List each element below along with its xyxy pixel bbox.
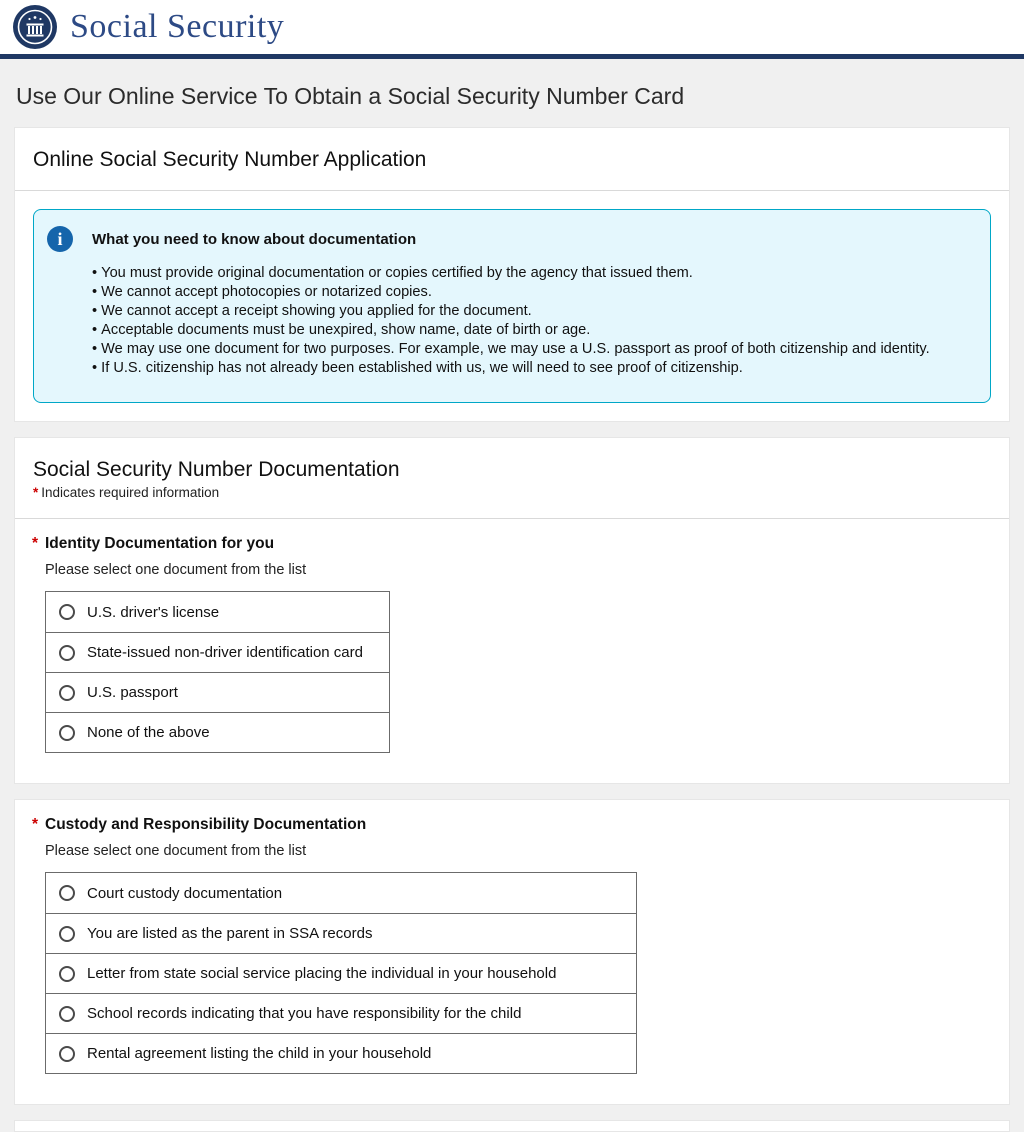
next-section-card (14, 1120, 1010, 1132)
radio-option-row[interactable] (46, 672, 389, 712)
radio-option-row[interactable] (46, 873, 636, 913)
app-header (0, 0, 1024, 59)
custody-option-list (45, 872, 637, 1074)
application-card-header (15, 128, 1009, 191)
radio-button[interactable] (59, 926, 75, 942)
info-bullet: • You must provide original documentation or copies certified by the agency that issued them. (92, 264, 972, 283)
radio-button[interactable] (59, 1046, 75, 1062)
required-note: * Indicates required information (33, 485, 220, 500)
radio-option-label: None of the above (87, 724, 210, 741)
info-icon: i (47, 226, 73, 252)
identity-question-label: * Identity Documentation for you (32, 535, 275, 552)
radio-option-row[interactable] (46, 1033, 636, 1073)
radio-button[interactable] (59, 604, 75, 620)
application-card (14, 127, 1010, 422)
info-bullet: • If U.S. citizenship has not already been established with us, we will need to see proof of citizenship. (92, 359, 972, 378)
documentation-title: Social Security Number Documentation (33, 458, 400, 481)
radio-option-label: You are listed as the parent in SSA records (87, 925, 373, 942)
radio-option-label: Rental agreement listing the child in your household (87, 1045, 432, 1062)
radio-option-label: U.S. passport (87, 684, 178, 701)
required-asterisk: * (32, 535, 39, 552)
radio-option-row[interactable] (46, 913, 636, 953)
info-bullet: • We may use one document for two purposes. For example, we may use a U.S. passport as proof of both citizenship and identity. (92, 340, 972, 359)
info-bullet: • We cannot accept photocopies or notarized copies. (92, 283, 972, 302)
radio-button[interactable] (59, 645, 75, 661)
brand-title: Social Security (70, 8, 285, 45)
radio-option-label: Letter from state social service placing the individual in your household (87, 965, 557, 982)
application-title: Online Social Security Number Application (33, 148, 427, 171)
radio-button[interactable] (59, 1006, 75, 1022)
required-asterisk: * (32, 816, 39, 833)
info-bullet: • Acceptable documents must be unexpired, show name, date of birth or age. (92, 321, 972, 340)
main-content (0, 83, 1024, 1132)
custody-documentation-section (15, 800, 1009, 1104)
radio-option-label: State-issued non-driver identification card (87, 644, 363, 661)
custody-instruction: Please select one document from the list (45, 843, 307, 859)
custody-question-label: * Custody and Responsibility Documentation (32, 816, 367, 833)
radio-button[interactable] (59, 885, 75, 901)
info-bullet-list (92, 264, 972, 378)
custody-documentation-card (14, 799, 1010, 1105)
documentation-card-header (15, 438, 1009, 519)
info-box-title: What you need to know about documentation (92, 231, 417, 248)
identity-option-list (45, 591, 390, 753)
identity-documentation-section (15, 519, 1009, 783)
radio-option-label: U.S. driver's license (87, 603, 220, 621)
identity-instruction: Please select one document from the list (45, 562, 307, 578)
page-title: Use Our Online Service To Obtain a Social Security Number Card (16, 83, 685, 109)
radio-option-row[interactable] (46, 712, 389, 752)
radio-option-label: School records indicating that you have responsibility for the child (87, 1005, 522, 1022)
info-bullet: • We cannot accept a receipt showing you applied for the document. (92, 302, 972, 321)
radio-button[interactable] (59, 685, 75, 701)
required-asterisk: * (33, 485, 39, 500)
radio-option-label: Court custody documentation (87, 884, 283, 902)
radio-option-row[interactable] (46, 993, 636, 1033)
radio-option-row[interactable] (46, 592, 389, 632)
radio-option-row[interactable] (46, 632, 389, 672)
ssa-seal-logo (12, 4, 58, 50)
documentation-card (14, 437, 1010, 784)
radio-button[interactable] (59, 725, 75, 741)
documentation-info-box (33, 209, 991, 403)
radio-button[interactable] (59, 966, 75, 982)
radio-option-row[interactable] (46, 953, 636, 993)
